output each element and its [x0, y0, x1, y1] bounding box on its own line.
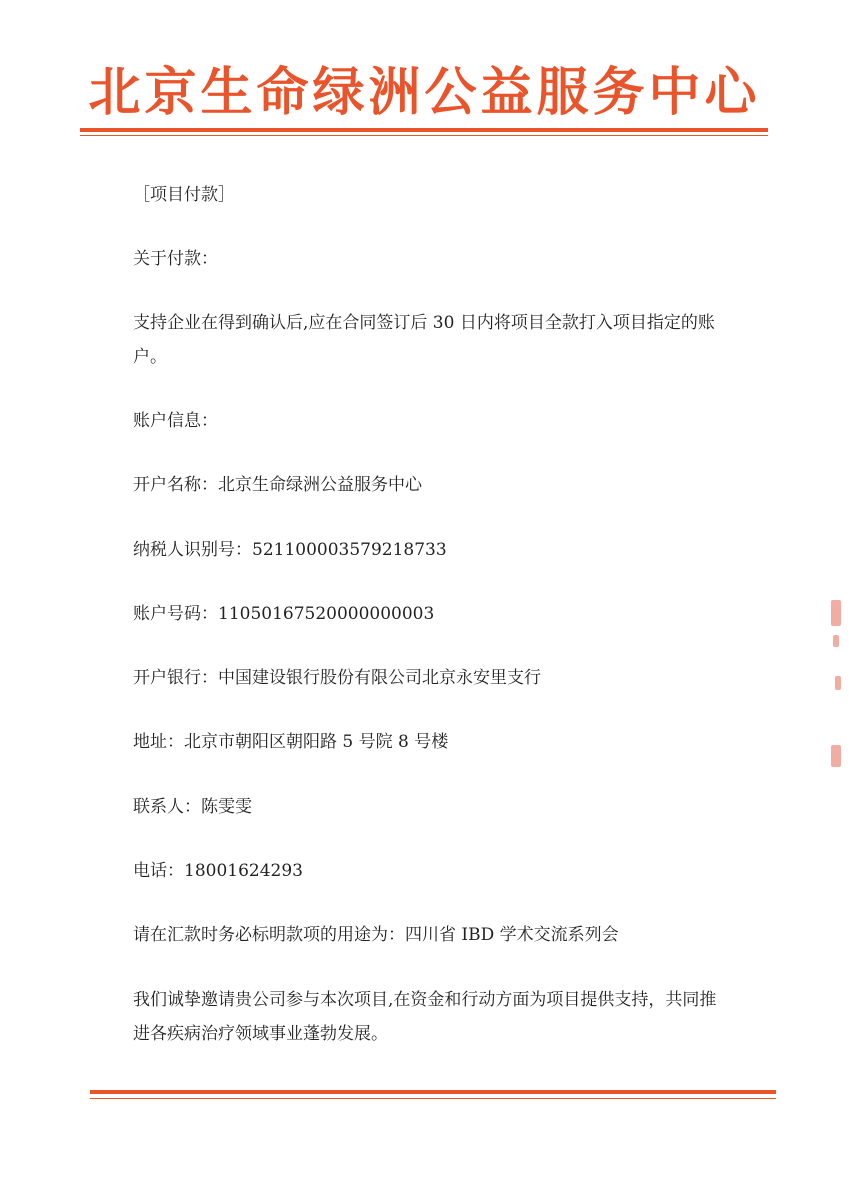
bank-address: 地址：北京市朝阳区朝阳路 5 号院 8 号楼 [133, 732, 449, 752]
footer-rule-thick [90, 1090, 776, 1094]
letterhead-title: 北京生命绿洲公益服务中心 [88, 63, 761, 123]
header-rule-thin [80, 135, 768, 136]
account-name: 开户名称：北京生命绿洲公益服务中心 [133, 475, 422, 495]
payment-body: 支持企业在得到确认后,应在合同签订后 30 日内将项目全款打入项目指定的账户。 [133, 313, 715, 367]
header-rule-thick [80, 128, 768, 132]
taxpayer-id: 纳税人识别号：521100003579218733 [133, 540, 447, 560]
contact-person: 联系人：陈雯雯 [133, 797, 252, 817]
remittance-note: 请在汇款时务必标明款项的用途为：四川省 IBD 学术交流系列会 [133, 925, 619, 945]
contact-phone: 电话：18001624293 [133, 861, 303, 881]
account-heading: 账户信息： [133, 411, 218, 431]
bank-name: 开户银行：中国建设银行股份有限公司北京永安里支行 [133, 668, 541, 688]
account-number: 账户号码：11050167520000000003 [133, 604, 435, 624]
payment-heading: 关于付款： [133, 249, 218, 269]
closing-paragraph: 我们诚挚邀请贵公司参与本次项目,在资金和行动方面为项目提供支持，共同推进各疾病治疗领域事业蓬勃发展。 [133, 990, 717, 1044]
seam-stamp-mark [831, 745, 841, 767]
footer-rule-thin [90, 1098, 776, 1099]
seam-stamp-mark [835, 676, 841, 690]
seam-stamp-mark [833, 635, 839, 647]
section-tag: ［项目付款］ [133, 185, 235, 205]
seam-stamp-mark [831, 600, 841, 626]
